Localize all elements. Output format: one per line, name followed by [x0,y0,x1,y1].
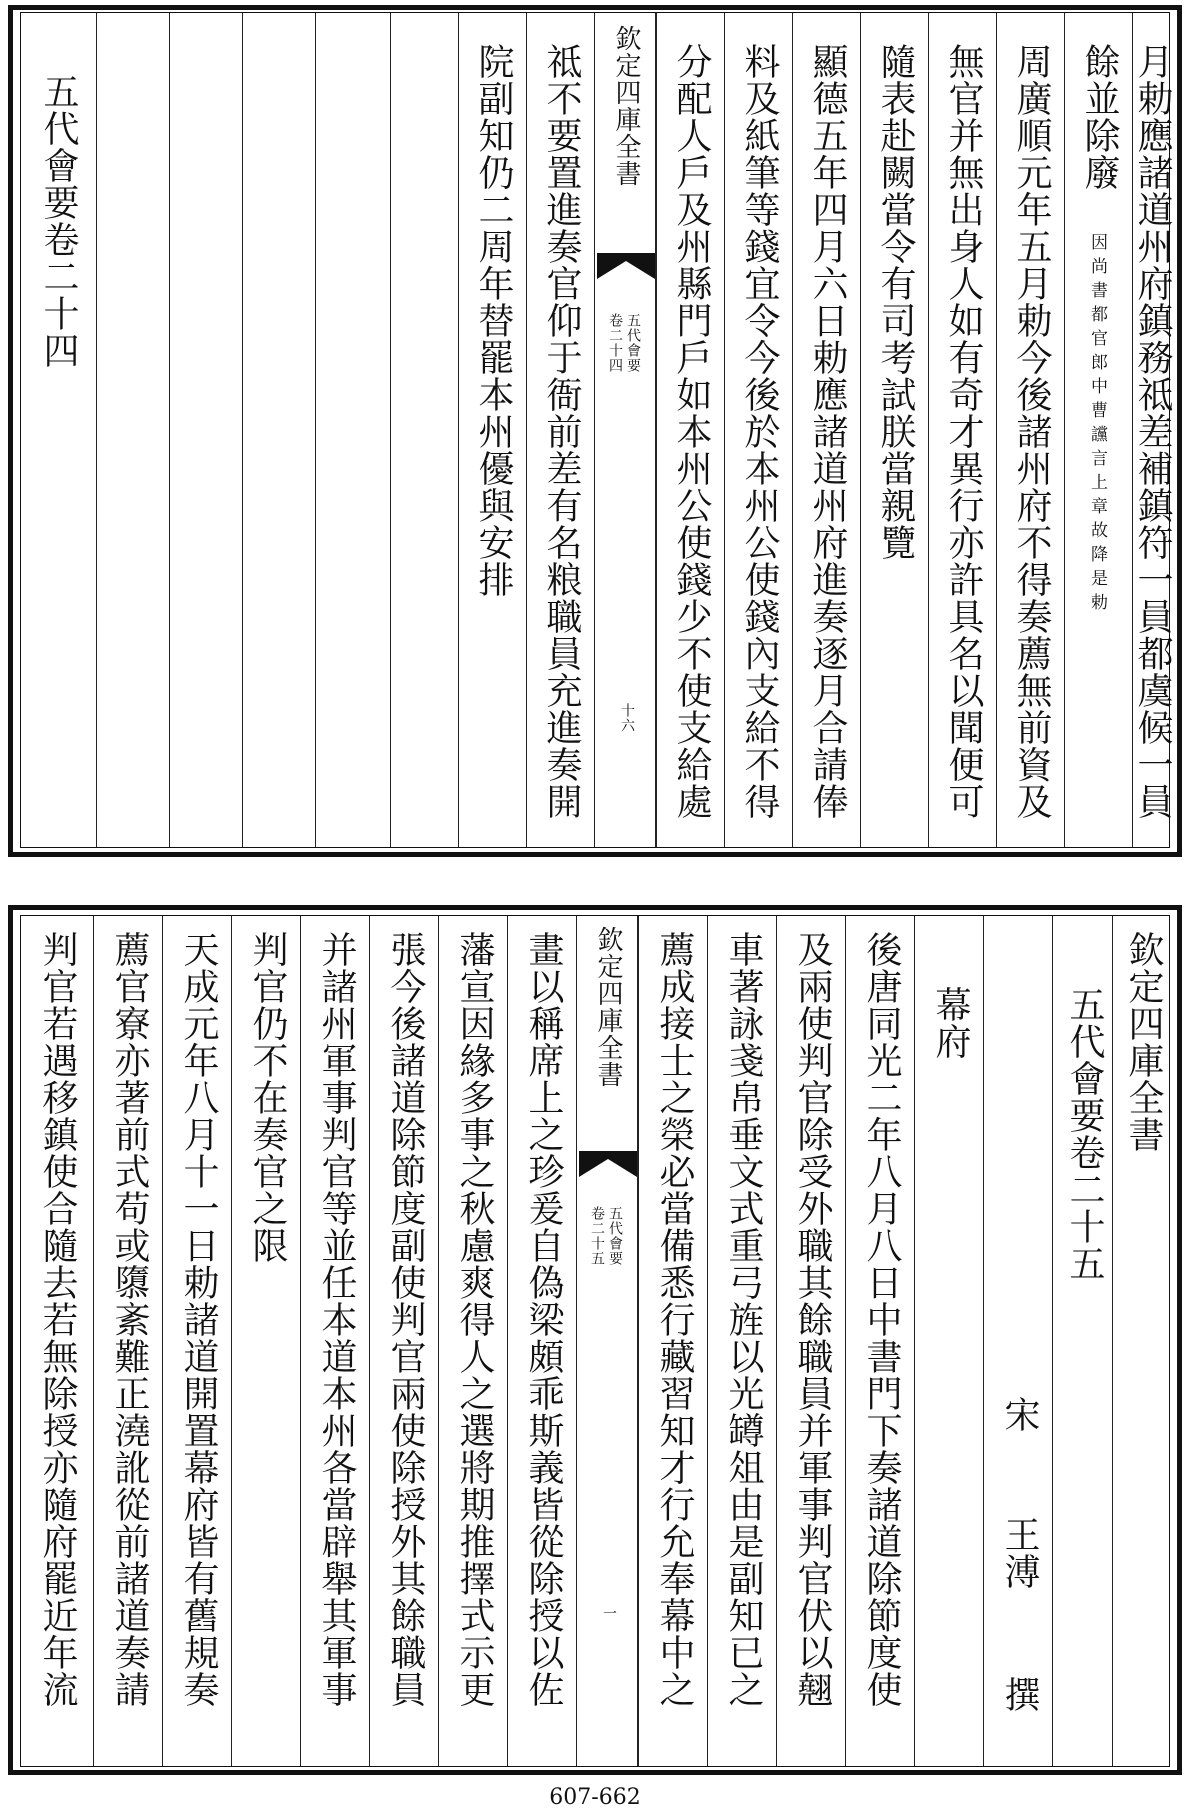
bottom-column-text: 判官若遇移鎮使合隨去若無除授亦隨府罷近年流 [37,931,78,1708]
top-text-column-4 [928,13,996,847]
top-column-text: 周廣順元年五月勅今後諸州府不得奏薦無前資及 [1011,43,1052,820]
bottom-text-column-9 [507,916,576,1766]
top-blank-column-5 [390,13,458,847]
top-column-text: 料及紙筆等錢宜令今後於本州公使錢內支給不得 [739,43,780,820]
bottom-text-column-6 [776,916,845,1766]
top-text-column-3 [996,13,1064,847]
top-column-text: 月勅應諸道州府鎮務祗差補鎮符一員都虞候一員 [1132,43,1173,820]
top-center-subtitle: 五代會要 [625,313,641,373]
bottom-text-column-15 [93,916,162,1766]
bottom-column-text: 判官仍不在奏官之限 [247,931,288,1264]
bottom-column-text: 并諸州軍事判官等並任本道本州各當辟舉其軍事 [316,931,357,1708]
author-name: 王溥 [999,1516,1040,1590]
bottom-column-text: 天成元年八月十一日勅諸道開置幕府皆有舊規奏 [178,931,219,1708]
top-column-text: 顯德五年四月六日勅應諸道州府進奏逐月合請俸 [807,43,848,820]
top-page [0,0,1190,870]
top-center-book-title: 欽定四庫全書 [611,25,641,187]
top-blank-column-3 [242,13,315,847]
bottom-fish-tail-icon [579,1151,637,1185]
bottom-center-book-title: 欽定四庫全書 [593,926,623,1088]
author-dynasty: 宋 [999,1396,1040,1433]
top-text-column-5 [860,13,928,847]
bottom-column-text: 畫以稱席上之珍爰自偽梁頗乖斯義皆從除授以佐 [523,931,564,1708]
top-text-column-9 [526,13,594,847]
top-center-page-number: 十六 [619,703,635,733]
bottom-column-text: 薦成接士之榮必當備悉行藏習知才行允奉幕中之 [654,931,695,1708]
section-heading: 幕府 [930,986,971,1060]
bottom-author-column [983,916,1052,1766]
bottom-column-text: 藩宣因緣多事之秋慮爽得人之選將期推擇式示更 [454,931,495,1708]
bottom-text-column-10 [438,916,507,1766]
top-blank-column-2 [169,13,242,847]
top-center-column [594,13,656,847]
top-text-column-1 [1132,13,1171,847]
top-text-column-7 [724,13,792,847]
bottom-text-column-13 [231,916,300,1766]
top-column-text: 分配人戶及州縣門戶如本州公使錢少不使支給處 [671,43,712,820]
top-page-inner-border [20,12,1173,848]
top-column-text: 院副知仍二周年替罷本州優與安排 [473,43,514,598]
bottom-page [0,895,1190,1780]
top-text-column-6 [792,13,860,847]
bottom-column-text: 張今後諸道除節度副使判官兩使除授外其餘職員 [385,931,426,1708]
bottom-center-page-number: 一 [601,1606,617,1621]
bottom-text-column-8 [638,916,707,1766]
top-column-text: 隨表赴闕當令有司考試朕當親覽 [875,43,916,561]
book-title: 欽定四庫全書 [1123,931,1164,1153]
top-column-text: 祗不要置進奏官仰于衙前差有名粮職員充進奏開 [541,43,582,820]
top-fish-tail-icon [597,253,655,287]
bottom-column-text: 後唐同光二年八月八日中書門下奏諸道除節度使 [861,931,902,1708]
page-code: 607-662 [549,1785,641,1810]
bottom-center-column [576,916,638,1766]
bottom-text-column-16 [21,916,93,1766]
bottom-text-column-7 [707,916,776,1766]
bottom-text-column-11 [369,916,438,1766]
bottom-text-column-12 [300,916,369,1766]
bottom-column-text: 及兩使判官除受外職其餘職員并軍事判官伏以翹 [792,931,833,1708]
top-column-annotation: 因尚書都官郎中曹讜言上章故降是勅 [1087,233,1107,617]
bottom-volume-title-column [1052,916,1112,1766]
top-text-column-2 [1064,13,1132,847]
bottom-text-column-5 [845,916,914,1766]
top-blank-column-1 [96,13,169,847]
bottom-column-text: 車著詠戔帛垂文式重弓旌以光罇俎由是副知已之 [723,931,764,1708]
bottom-page-inner-border [20,915,1170,1767]
author-role: 撰 [999,1676,1040,1713]
bottom-column-text: 薦官寮亦著前式苟或隳紊難正澆訛從前諸道奏請 [109,931,150,1708]
bottom-text-column-14 [162,916,231,1766]
volume-title: 五代會要卷二十五 [1064,986,1105,1282]
top-volume-title: 五代會要卷二十四 [38,73,79,369]
bottom-center-volume: 卷二十五 [589,1206,605,1266]
top-center-volume: 卷二十四 [607,313,623,373]
bottom-section-heading-column [914,916,983,1766]
top-text-column-10 [458,13,526,847]
bottom-book-title-column [1112,916,1171,1766]
top-left-title-column [21,13,96,847]
top-text-column-8 [656,13,724,847]
top-blank-column-4 [315,13,390,847]
bottom-center-subtitle: 五代會要 [607,1206,623,1266]
top-column-text: 無官并無出身人如有奇才異行亦許具名以聞便可 [943,43,984,820]
top-column-text: 餘並除廢 [1079,43,1120,191]
